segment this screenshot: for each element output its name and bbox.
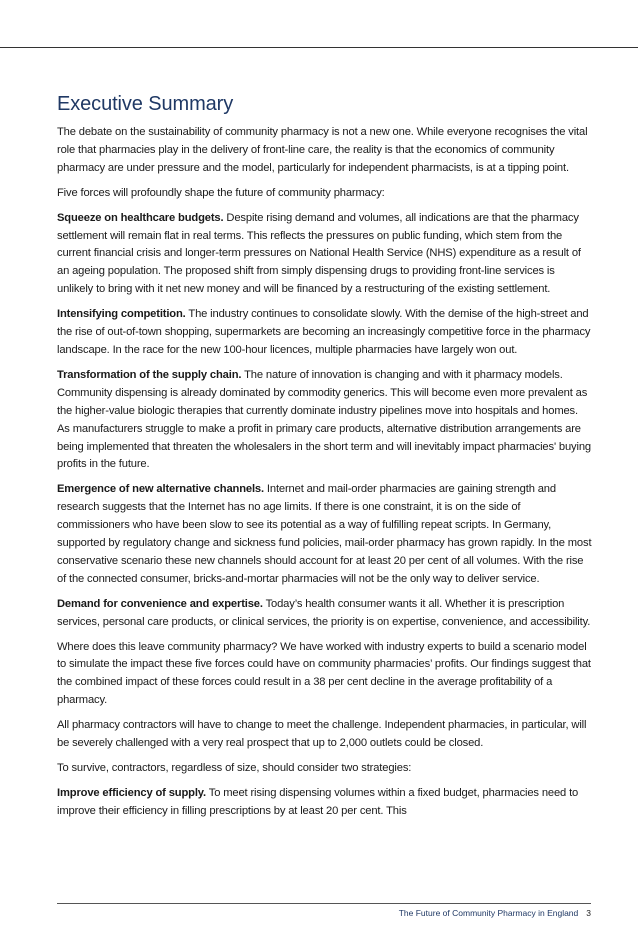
paragraph-text: All pharmacy contractors will have to change to meet the challenge. Independent pharmacies, in particular, will be severely challenged with a very real prospect that up to 2,000 outlets could be closed. (57, 719, 587, 750)
header-rule (0, 47, 638, 48)
page-content (57, 91, 592, 828)
paragraph-text: Five forces will profoundly shape the future of community pharmacy: (57, 186, 385, 199)
paragraph-text: Where does this leave community pharmacy? We have worked with industry experts to build a scenario model to simulate the impact these five forces could have on community pharmacies’ profits. Our findings suggest that the combined impact of these forces could result in a 38 per cent decline in the average profitability of a pharmacy. (57, 640, 591, 707)
paragraph-text: To survive, contractors, regardless of size, should consider two strategies: (57, 762, 412, 774)
paragraph-convenience (57, 596, 592, 632)
paragraph-lead: Improve efficiency of supply. (57, 786, 206, 799)
paragraph-lead: Intensifying competition. (57, 308, 186, 321)
running-title: The Future of Community Pharmacy in England (398, 908, 579, 918)
paragraph-intro (57, 124, 592, 178)
paragraph-contractors (57, 717, 592, 753)
paragraph-five-forces (57, 185, 592, 203)
paragraph-lead: Emergence of new alternative channels. (57, 483, 264, 496)
paragraph-lead: Demand for convenience and expertise. (57, 597, 263, 610)
paragraph-scenario-model (57, 639, 592, 711)
paragraph-budgets (57, 210, 592, 300)
paragraph-supply-chain (57, 367, 592, 474)
paragraph-text: Today’s health consumer wants it all. Whether it is prescription services, personal care products, or clinical services, the priority is on expertise, convenience, and accessibility. (57, 597, 591, 628)
paragraph-text: The debate on the sustainability of community pharmacy is not a new one. While everyone recognises the vital role that pharmacies play in the delivery of front-line care, the reality is that the economics of community pharmacy are under pressure and the model, particularly for independent pharmacists, is at a tipping point. (57, 126, 588, 174)
page-number: 3 (586, 908, 591, 918)
paragraph-text: Internet and mail-order pharmacies are gaining strength and research suggests that the Internet has no age limits. If there is one constraint, it is on the side of commissioners who have been slow to see its potential as a way of fulfilling repeat scripts. In Germany, supported by regulatory change and sickness fund policies, mail-order pharmacy has grown rapidly. In the most conservative scenario these new channels should account for at least 20 per cent of all volumes. With the rise of the connected consumer, bricks-and-mortar pharmacies will not be the only way to deliver service. (57, 483, 592, 585)
paragraph-competition (57, 306, 592, 360)
paragraph-channels (57, 481, 592, 588)
paragraph-text: To meet rising dispensing volumes within a fixed budget, pharmacies need to improve their efficiency in filling prescriptions by at least 20 per cent. This (57, 786, 579, 817)
paragraph-lead: Squeeze on healthcare budgets. (57, 211, 224, 224)
paragraph-efficiency (57, 785, 592, 821)
paragraph-text: The industry continues to consolidate slowly. With the demise of the high-street and the rise of out-of-town shopping, supermarkets are becoming an increasingly competitive force in the pharmacy landscape. In the race for the new 100-hour licences, multiple pharmacies have largely won out. (57, 308, 591, 356)
paragraph-lead: Transformation of the supply chain. (57, 368, 242, 381)
page-title: Executive Summary (57, 93, 234, 115)
footer-rule (57, 903, 591, 904)
paragraph-strategies (57, 760, 592, 778)
paragraph-text: The nature of innovation is changing and with it pharmacy models. Community dispensing is already dominated by commodity generics. This will become even more prevalent as the higher-value biologic therapies that currently dominate industry pipelines move into hospitals and homes. As manufacturers struggle to make a profit in primary care products, alternative distribution arrangements are being implemented that threaten the wholesalers in the short term and will inevitably impact pharmacies' buying profits in the future. (57, 368, 591, 471)
page-footer (399, 908, 591, 918)
paragraph-text: Despite rising demand and volumes, all indications are that the pharmacy settlement will remain flat in real terms. This reflects the pressures on public funding, which stem from the current financial crisis and longer-term pressures on National Health Service (NHS) expenditure as a result of an ageing population. The proposed shift from simply dispensing drugs to providing front-line services is unlikely to bring with it net new money and will be financed by a restructuring of the existing settlement. (57, 211, 581, 296)
